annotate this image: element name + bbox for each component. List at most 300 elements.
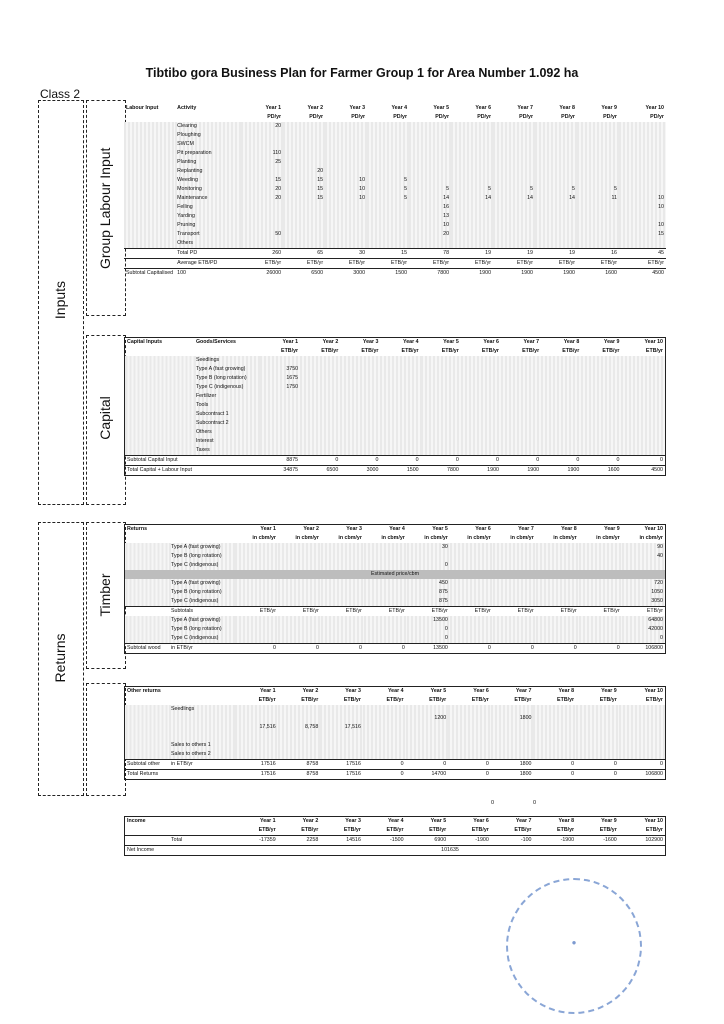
timber-value-row-cell: Type A (fast growing)	[169, 616, 235, 625]
timber-volume-row-cell	[125, 561, 170, 570]
capital-row-cell	[621, 365, 665, 374]
income-units-cell: ETB/yr	[514, 826, 532, 833]
other-row-cell	[533, 714, 576, 723]
labour-row-cell: 14	[535, 194, 577, 203]
timber-units-cell: in cbm/yr	[467, 534, 491, 541]
labour-header-cell: Year 4	[391, 104, 408, 111]
capital-subtotal-row-cell: 0	[380, 456, 420, 466]
labour-row-cell: Yarding	[175, 212, 241, 221]
other-total-row	[125, 770, 666, 780]
capital-row-cell	[300, 383, 340, 392]
other-row-cell	[278, 732, 321, 741]
capital-header-cell: Year 9	[603, 338, 620, 345]
capital-row-cell	[541, 365, 581, 374]
timber-volume-row-cell	[364, 543, 407, 552]
timber-volume-row-cell	[493, 543, 536, 552]
income-header-cell: Year 4	[387, 817, 404, 824]
timber-subtotal-row-cell: 0	[579, 644, 622, 654]
labour-row-cell	[451, 158, 493, 167]
labour-row-cell	[535, 203, 577, 212]
capital-row-cell: Subcontract 1	[194, 410, 260, 419]
labour-row-cell: 15	[283, 176, 325, 185]
capital-header	[125, 338, 666, 348]
labour-units	[124, 113, 666, 122]
labour-row-cell	[283, 149, 325, 158]
other-row-cell	[169, 732, 235, 741]
timber-value-row-cell	[235, 625, 278, 634]
labour-row-cell	[124, 122, 175, 131]
timber-value-row-cell	[321, 634, 364, 644]
timber-price-row-cell: Type A (fast growing)	[169, 579, 235, 588]
timber-volume-row	[125, 543, 666, 552]
capital-row-cell	[501, 428, 541, 437]
other-header-cell: Other returns	[127, 687, 161, 694]
timber-price-row-cell	[450, 597, 493, 607]
timber-volume-row-cell	[622, 561, 666, 570]
other-row-cell	[125, 714, 170, 723]
labour-row-cell	[124, 249, 175, 259]
other-row	[125, 750, 666, 760]
capital-row-cell	[621, 401, 665, 410]
capital-row-cell	[260, 401, 300, 410]
capital-row-cell	[421, 356, 461, 365]
capital-row	[125, 410, 666, 419]
labour-row-cell	[124, 131, 175, 140]
labour-row-cell	[325, 158, 367, 167]
labour-row-cell	[241, 167, 283, 176]
capital-row-cell	[421, 374, 461, 383]
labour-row	[124, 221, 666, 230]
labour-row-cell	[325, 203, 367, 212]
timber-subtotals-units-cell: ETB/yr	[450, 607, 493, 617]
capital-row-cell	[501, 419, 541, 428]
capital-row-cell	[581, 392, 621, 401]
capital-total-row-cell: 1900	[501, 466, 541, 476]
capital-row-cell	[501, 356, 541, 365]
labour-row-cell	[577, 221, 619, 230]
other-row-cell	[619, 723, 666, 732]
labour-row	[124, 131, 666, 140]
other-row-cell	[320, 714, 363, 723]
stamp-seal: ●	[506, 878, 642, 1014]
timber-value-row-cell	[450, 616, 493, 625]
timber-value-row-cell	[235, 634, 278, 644]
other-total-row-cell: 0	[448, 770, 491, 780]
labour-units-cell: PD/yr	[435, 113, 450, 120]
capital-row-cell	[125, 356, 194, 365]
timber-value-row-cell: 42000	[622, 625, 666, 634]
timber-volume-row-cell	[321, 561, 364, 570]
timber-volume-row-cell	[450, 561, 493, 570]
labour-row-cell	[124, 230, 175, 239]
timber-price-row-cell	[450, 579, 493, 588]
timber-value-row	[125, 616, 666, 625]
other-row-cell	[491, 750, 534, 760]
capital-row-cell	[421, 383, 461, 392]
capital-total-row-cell: 4500	[621, 466, 665, 476]
capital-row-cell	[581, 365, 621, 374]
capital-units-cell: ETB/yr	[321, 347, 339, 354]
labour-subtotal-row-cell: 100	[175, 269, 241, 279]
labour-row-cell	[367, 131, 409, 140]
other-row-cell	[169, 714, 235, 723]
capital-row-cell	[340, 428, 380, 437]
timber-volume-row-cell: 0	[407, 561, 450, 570]
labour-row-cell	[451, 149, 493, 158]
capital-row-cell	[340, 446, 380, 456]
capital-row-cell	[340, 410, 380, 419]
other-row-cell	[406, 723, 449, 732]
capital-row-cell	[260, 437, 300, 446]
capital-subtotal-row-cell: 0	[501, 456, 541, 466]
capital-row-cell	[581, 446, 621, 456]
capital-row-cell	[340, 365, 380, 374]
labour-row-cell	[367, 212, 409, 221]
timber-value-row-cell	[321, 625, 364, 634]
other-row-cell	[576, 750, 619, 760]
capital-row-cell	[421, 365, 461, 374]
timber-value-row-cell: 0	[407, 634, 450, 644]
labour-row	[124, 176, 666, 185]
other-subtotal-row-cell: 0	[576, 760, 619, 770]
income-units-cell: ETB/yr	[599, 826, 617, 833]
labour-row-cell	[124, 149, 175, 158]
timber-volume-row-cell: Type B (long rotation)	[169, 552, 235, 561]
labour-units-cell: PD/yr	[603, 113, 617, 120]
capital-units-cell: ETB/yr	[562, 347, 580, 354]
labour-row-cell	[367, 230, 409, 239]
timber-price-row	[125, 588, 666, 597]
capital-row-cell	[621, 428, 665, 437]
labour-row-cell	[283, 212, 325, 221]
labour-row-cell	[451, 176, 493, 185]
capital-row-cell	[581, 428, 621, 437]
timber-label: Timber	[97, 573, 113, 617]
timber-price-row-cell	[278, 597, 321, 607]
labour-subtotal-row-cell: 3000	[325, 269, 367, 279]
labour-row-cell	[535, 122, 577, 131]
capital-row-cell	[340, 383, 380, 392]
labour-row-cell	[451, 230, 493, 239]
labour-row-cell: Clearing	[175, 122, 241, 131]
income-total-row-cell: -1900	[533, 836, 576, 846]
capital-row-cell	[125, 374, 194, 383]
timber-price-row-cell: 1050	[622, 588, 666, 597]
capital-row-cell	[380, 356, 420, 365]
labour-row-cell	[451, 167, 493, 176]
capital-row-cell	[300, 446, 340, 456]
capital-subtotal-row-cell: 0	[340, 456, 380, 466]
labour-row-cell: 5	[451, 185, 493, 194]
other-row	[125, 714, 666, 723]
income-table	[124, 816, 666, 856]
other-row-cell	[320, 741, 363, 750]
capital-total-row-cell: 1600	[581, 466, 621, 476]
capital-row-cell	[125, 437, 194, 446]
capital-subtotal-row-cell: 0	[300, 456, 340, 466]
labour-row	[124, 167, 666, 176]
income-units-cell	[169, 826, 235, 836]
other-total-row-cell: Total Returns	[125, 770, 170, 780]
labour-row-cell	[367, 221, 409, 230]
page-title: Tibtibo gora Business Plan for Farmer Group 1 for Area Number 1.092 ha	[145, 66, 579, 80]
capital-row-cell	[260, 419, 300, 428]
capital-row-cell	[380, 374, 420, 383]
timber-header-cell: Year 5	[432, 525, 448, 532]
other-row-cell	[491, 741, 534, 750]
timber-price-row-cell: 720	[622, 579, 666, 588]
labour-row-cell: 5	[535, 185, 577, 194]
capital-row-cell	[300, 410, 340, 419]
labour-subtotal-row-cell: 1900	[493, 269, 535, 279]
labour-row-cell	[325, 131, 367, 140]
other-row-cell: Sales to others 1	[169, 741, 235, 750]
labour-etb-row-cell: ETB/yr	[325, 259, 367, 269]
capital-total-row-cell: 1500	[380, 466, 420, 476]
timber-value-row-cell	[364, 616, 407, 625]
other-row-cell	[576, 723, 619, 732]
capital-row-cell	[581, 356, 621, 365]
timber-volume-row-cell	[493, 561, 536, 570]
timber-value-row-cell	[536, 634, 579, 644]
capital-header-cell: Year 6	[483, 338, 499, 345]
other-row-cell	[533, 723, 576, 732]
labour-row-cell	[367, 239, 409, 249]
other-row-cell: 17,516	[320, 723, 363, 732]
capital-units-cell: ETB/yr	[522, 347, 540, 354]
labour-row-cell	[619, 176, 666, 185]
income-header-cell: Income	[127, 817, 146, 824]
labour-row-cell	[124, 221, 175, 230]
capital-row-cell	[621, 383, 665, 392]
capital-row-cell	[541, 383, 581, 392]
capital-row-cell: Tools	[194, 401, 260, 410]
timber-price-row-cell: 875	[407, 588, 450, 597]
labour-row-cell: 19	[535, 249, 577, 259]
labour-etb-row-cell: ETB/yr	[283, 259, 325, 269]
timber-price-row-cell	[278, 579, 321, 588]
labour-row-cell	[619, 167, 666, 176]
timber-units-cell: in cbm/yr	[639, 534, 663, 541]
capital-row-cell	[125, 419, 194, 428]
capital-row-cell	[581, 401, 621, 410]
labour-row-cell: 15	[241, 176, 283, 185]
labour-row-cell	[451, 239, 493, 249]
timber-price-row	[125, 579, 666, 588]
labour-row-cell	[493, 158, 535, 167]
income-header-cell: Year 1	[260, 817, 276, 824]
capital-row-cell	[541, 419, 581, 428]
labour-row-cell: 5	[367, 185, 409, 194]
timber-volume-row-cell	[579, 543, 622, 552]
labour-header-cell: Year 7	[517, 104, 534, 111]
capital-units-cell: ETB/yr	[281, 347, 299, 354]
other-subtotal-row-cell: 0	[363, 760, 406, 770]
labour-header-cell: Year 1	[265, 104, 282, 111]
capital-row-cell	[501, 365, 541, 374]
timber-volume-row	[125, 552, 666, 561]
labour-row-cell	[535, 167, 577, 176]
labour-row-cell	[619, 122, 666, 131]
other-row-cell	[576, 705, 619, 714]
other-total-row-cell: 17516	[235, 770, 278, 780]
income-units-cell: ETB/yr	[343, 826, 361, 833]
labour-row-cell: 45	[619, 249, 666, 259]
labour-units-cell: PD/yr	[650, 113, 664, 120]
labour-row-cell	[535, 239, 577, 249]
labour-row-cell: Monitoring	[175, 185, 241, 194]
other-row-cell	[448, 750, 491, 760]
capital-row-cell	[461, 383, 501, 392]
income-total-row-cell: -1600	[576, 836, 619, 846]
labour-row-cell: 10	[619, 194, 666, 203]
labour-row-cell: 20	[283, 167, 325, 176]
capital-row-cell	[621, 446, 665, 456]
capital-header-cell: Year 8	[563, 338, 580, 345]
timber-subtotal-row-cell: 0	[278, 644, 321, 654]
capital-subtotal-row-cell	[194, 456, 260, 466]
labour-row	[124, 203, 666, 212]
capital-units-cell: ETB/yr	[401, 347, 419, 354]
timber-header-cell: Year 8	[561, 525, 577, 532]
capital-header-cell: Year 4	[403, 338, 419, 345]
capital-row-cell	[300, 437, 340, 446]
timber-units-cell: in cbm/yr	[424, 534, 448, 541]
capital-row-cell	[461, 428, 501, 437]
labour-row-cell: Felling	[175, 203, 241, 212]
capital-row-cell	[125, 446, 194, 456]
capital-subtotal-row-cell: Subtotal Capital Input	[125, 456, 194, 466]
timber-volume-row	[125, 561, 666, 570]
labour-row	[124, 185, 666, 194]
other-row-cell	[125, 741, 170, 750]
timber-value-row-cell	[579, 634, 622, 644]
labour-row-cell: SWCM	[175, 140, 241, 149]
capital-row-cell	[621, 437, 665, 446]
timber-price-row-cell	[579, 588, 622, 597]
timber-price-row-cell: 3050	[622, 597, 666, 607]
labour-header-cell: Year 5	[433, 104, 450, 111]
other-units-cell: ETB/yr	[645, 696, 663, 703]
other-units-cell: ETB/yr	[429, 696, 447, 703]
labour-row-cell	[283, 131, 325, 140]
labour-row-cell: 65	[283, 249, 325, 259]
capital-row-cell: Taxes	[194, 446, 260, 456]
capital-row-cell	[125, 365, 194, 374]
other-header-cell: Year 5	[430, 687, 447, 694]
labour-row-cell	[577, 176, 619, 185]
other-row-cell	[363, 750, 406, 760]
labour-row-cell: 5	[493, 185, 535, 194]
capital-row-cell	[541, 410, 581, 419]
capital-units	[125, 347, 666, 356]
other-row-cell	[491, 705, 534, 714]
labour-row-cell: 15	[283, 185, 325, 194]
timber-subtotals-units-cell: ETB/yr	[579, 607, 622, 617]
capital-units-cell: ETB/yr	[481, 347, 499, 354]
timber-subtotal-row-cell: 0	[364, 644, 407, 654]
capital-row-cell	[621, 410, 665, 419]
capital-row-cell	[581, 374, 621, 383]
capital-units-cell: ETB/yr	[441, 347, 459, 354]
timber-subtotal-row	[125, 644, 666, 654]
capital-label: Capital	[97, 396, 113, 440]
labour-units-cell	[124, 113, 175, 122]
labour-row-cell	[124, 203, 175, 212]
other-row-cell	[235, 705, 278, 714]
timber-value-row-cell	[493, 616, 536, 625]
other-header-cell: Year 9	[601, 687, 617, 694]
timber-price-row-cell	[364, 588, 407, 597]
timber-subtotals-units-cell: Subtotals	[169, 607, 235, 617]
other-row	[125, 705, 666, 714]
capital-header-cell: Year 3	[362, 338, 379, 345]
labour-row-cell: 15	[283, 194, 325, 203]
labour-row-cell: 20	[409, 230, 451, 239]
income-header-cell	[169, 817, 235, 827]
income-units-cell: ETB/yr	[557, 826, 575, 833]
capital-row	[125, 437, 666, 446]
timber-header-cell: Year 6	[475, 525, 491, 532]
other-row-cell	[576, 732, 619, 741]
capital-row-cell	[541, 374, 581, 383]
timber-subtotals-units-cell: ETB/yr	[407, 607, 450, 617]
timber-subtotal-row-cell: 0	[321, 644, 364, 654]
timber-volume-row-cell	[125, 552, 170, 561]
capital-row-cell: 1675	[260, 374, 300, 383]
capital-row-cell	[461, 356, 501, 365]
timber-subtotals-units-cell: ETB/yr	[622, 607, 666, 617]
labour-row-cell	[619, 140, 666, 149]
timber-volume-row-cell	[278, 561, 321, 570]
other-row-cell: Sales to others 2	[169, 750, 235, 760]
other-row-cell	[235, 750, 278, 760]
labour-row-cell	[535, 221, 577, 230]
timber-volume-row-cell: Type C (indigenous)	[169, 561, 235, 570]
labour-row-cell: 14	[493, 194, 535, 203]
timber-price-row-cell	[536, 597, 579, 607]
labour-row-cell	[241, 203, 283, 212]
capital-subtotal-row	[125, 456, 666, 466]
timber-value-row-cell	[536, 625, 579, 634]
capital-row-cell	[461, 392, 501, 401]
timber-value-row-cell	[493, 634, 536, 644]
other-header-cell: Year 6	[473, 687, 489, 694]
other-row-cell	[576, 741, 619, 750]
timber-price-row-cell	[235, 588, 278, 597]
timber-header-cell: Year 1	[260, 525, 276, 532]
capital-row-cell	[300, 401, 340, 410]
labour-row-cell: 30	[325, 249, 367, 259]
income-units-cell: ETB/yr	[471, 826, 489, 833]
capital-row-cell	[461, 365, 501, 374]
labour-row-cell: Pit preparation	[175, 149, 241, 158]
timber-units-cell: in cbm/yr	[381, 534, 405, 541]
capital-row-cell: Type C (indigenous)	[194, 383, 260, 392]
timber-value-row-cell	[235, 616, 278, 625]
other-subtotal-row-cell: 0	[448, 760, 491, 770]
other-units	[125, 696, 666, 705]
capital-row-cell	[340, 437, 380, 446]
timber-value-row-cell	[579, 616, 622, 625]
income-header-cell: Year 7	[515, 817, 532, 824]
labour-row-cell: 11	[577, 194, 619, 203]
labour-row-cell	[325, 140, 367, 149]
labour-row-cell	[124, 167, 175, 176]
labour-units-cell: PD/yr	[519, 113, 534, 120]
capital-header-cell: Capital Inputs	[127, 338, 163, 345]
other-units-cell: ETB/yr	[557, 696, 575, 703]
